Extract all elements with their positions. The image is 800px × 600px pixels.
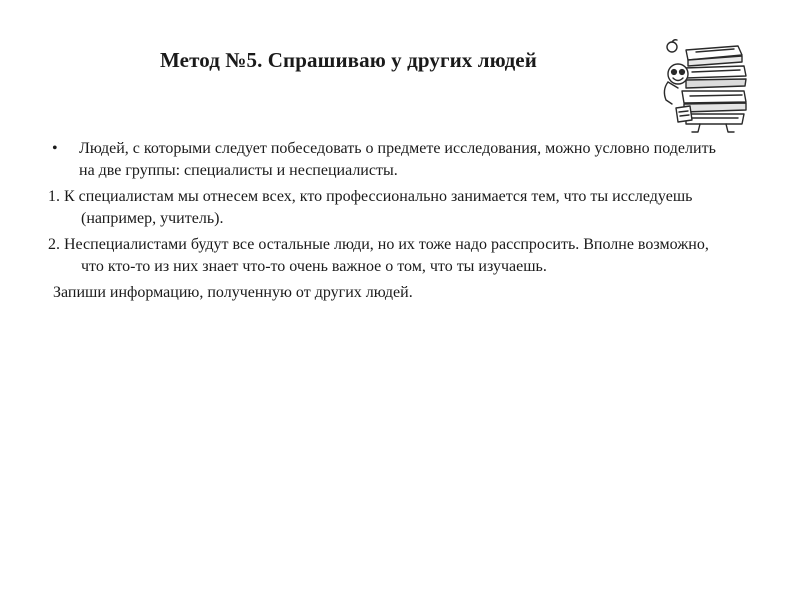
cartoon-book-stack-icon [656,38,760,134]
bullet-marker: • [52,140,58,157]
closing-instruction: Запиши информацию, полученную от других людей. [53,284,413,301]
item-number: 1. [48,188,60,205]
numbered-item-2 [44,234,728,278]
numbered-item-1 [48,186,728,230]
bullet-text: Людей, с которыми следует побеседовать о предмете исследования, можно условно поделить на две группы: специалисты и неспециалисты. [79,140,716,179]
bullet-paragraph [48,138,728,182]
slide-body [48,138,728,308]
item-text: Неспециалистами будут все остальные люди, но их тоже надо расспросить. Вполне возможно, что кто-то из них знает что-то очень важное о том, что ты изучаешь. [64,236,709,275]
slide-title: Метод №5. Спрашиваю у других людей [160,48,537,72]
item-text: К специалистам мы отнесем всех, кто профессионально занимается тем, что ты исследуешь (например, учитель). [64,188,693,227]
item-number: 2. [48,236,60,253]
